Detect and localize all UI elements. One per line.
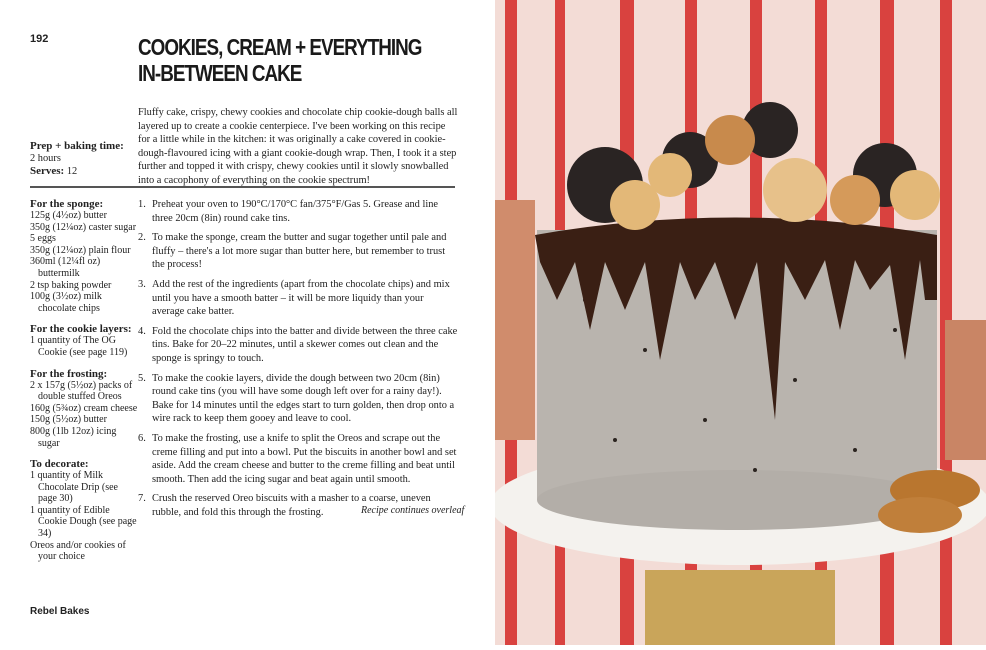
prep-label: Prep + baking time: — [30, 140, 124, 152]
step-text: Fold the chocolate chips into the batter and divide between the three cake tins. Bake for 20–22 minutes, until a skewer comes out clean and the sponge is springy to touch. — [152, 325, 458, 364]
ingredient-item: 100g (3½oz) milk chocolate chips — [30, 291, 102, 314]
recipe-title — [138, 34, 422, 86]
method-step — [138, 325, 458, 366]
divider — [30, 186, 455, 188]
ingredient-group — [30, 458, 138, 563]
ingredient-item: 800g (1lb 12oz) icing sugar — [30, 425, 117, 449]
cake-image — [495, 0, 986, 645]
ingredient-item: 2 x 157g (5½oz) packs of double stuffed Oreos — [30, 379, 133, 403]
step-number: 5. — [138, 372, 146, 384]
method-step — [138, 432, 458, 486]
step-number: 7. — [138, 493, 146, 505]
serves-label: Serves: — [30, 165, 65, 177]
prep-value: 2 hours — [30, 153, 61, 164]
ingredient-item: 2 tsp baking powder — [30, 279, 112, 291]
step-text: To make the cookie layers, divide the dough between two 20cm (8in) round cake tins (you will have some dough left over for a rainy day!). Bake for 14 minutes until the edges start to turn golden, then drop onto a wire rack to keep them gooey and leave to cool. — [152, 372, 455, 425]
ingredient-group — [30, 368, 138, 450]
page-number: 192 — [30, 33, 49, 45]
step-number: 1. — [138, 199, 146, 210]
ingredient-item: 5 eggs — [30, 233, 56, 245]
step-text: Crush the reserved Oreo biscuits with a masher to a coarse, uneven rubble, and fold this through the frosting. — [152, 493, 431, 518]
title-line: COOKIES, CREAM + EVERYTHING — [138, 34, 422, 60]
ingredient-group — [30, 198, 138, 314]
ingredient-item: 1 quantity of Milk Chocolate Drip (see page 30) — [30, 470, 118, 505]
step-text: To make the frosting, use a knife to split the Oreos and scrape out the creme filling and put into a bowl. Put the biscuits in another bowl and set aside. Add the cream cheese and butter to the creme filling and beat until smooth. Then add the icing sugar and beat again until smooth. — [152, 432, 457, 485]
ingredient-group-heading: For the cookie layers: — [30, 323, 132, 336]
method-step — [138, 198, 458, 225]
ingredient-item: 160g (5¾oz) cream cheese — [30, 402, 138, 414]
title-line: IN-BETWEEN CAKE — [138, 60, 302, 86]
step-number: 4. — [138, 325, 146, 337]
ingredient-group-heading: For the sponge: — [30, 198, 104, 210]
ingredient-group-heading: To decorate: — [30, 458, 89, 471]
ingredient-item: 350g (12¼oz) caster sugar — [30, 221, 137, 233]
step-text: To make the sponge, cream the butter and sugar together until pale and fluffy – there's a lot more sugar than butter here, but remember to trust the process! — [152, 232, 447, 271]
serves-value: 12 — [66, 166, 78, 177]
recipe-page — [0, 0, 495, 645]
ingredients-list — [30, 198, 138, 572]
book-footer: Rebel Bakes — [30, 606, 90, 617]
method-steps — [138, 198, 458, 525]
ingredient-item: 1 quantity of Edible Cookie Dough (see page 34) — [30, 504, 137, 540]
ingredient-item: 125g (4½oz) butter — [30, 210, 107, 221]
ingredient-item: Oreos and/or cookies of your choice — [30, 539, 126, 563]
ingredient-item: 1 quantity of The OG Cookie (see page 119) — [30, 335, 128, 358]
ingredient-group — [30, 323, 138, 358]
method-step — [138, 372, 458, 426]
ingredient-item: 150g (5½oz) butter — [30, 414, 107, 426]
step-number: 3. — [138, 278, 146, 290]
continues-note: Recipe continues overleaf — [361, 505, 465, 516]
method-step — [138, 231, 458, 272]
step-text: Preheat your oven to 190°C/170°C fan/375°F/Gas 5. Grease and line three 20cm (8in) round cake tins. — [152, 199, 439, 224]
step-text: Add the rest of the ingredients (apart from the chocolate chips) and mix until you have a smooth batter – it will be more liquidy than your average cake batter. — [152, 278, 450, 318]
cake-photo — [495, 0, 986, 645]
ingredient-item: 360ml (12¼fl oz) buttermilk — [30, 256, 101, 279]
prep-info — [30, 140, 124, 178]
method-step — [138, 278, 458, 319]
ingredient-group-heading: For the frosting: — [30, 367, 108, 380]
recipe-intro: Fluffy cake, crispy, chewy cookies and chocolate chip cookie-dough balls all layered up to create a cookie centerpiece. I've been working on this recipe for a little while in the kitchen: it was originally a cake covered in cookie-dough-flavoured icing with a giant cookie-dough wrap. Then, I took it a step further and topped it with crispy, chewy cookies until it slowly snowballed into a cacophony of everything on the cookie spectrum! — [138, 107, 458, 186]
ingredient-item: 350g (12¼oz) plain flour — [30, 244, 131, 256]
step-number: 2. — [138, 232, 146, 244]
step-number: 6. — [138, 432, 146, 444]
